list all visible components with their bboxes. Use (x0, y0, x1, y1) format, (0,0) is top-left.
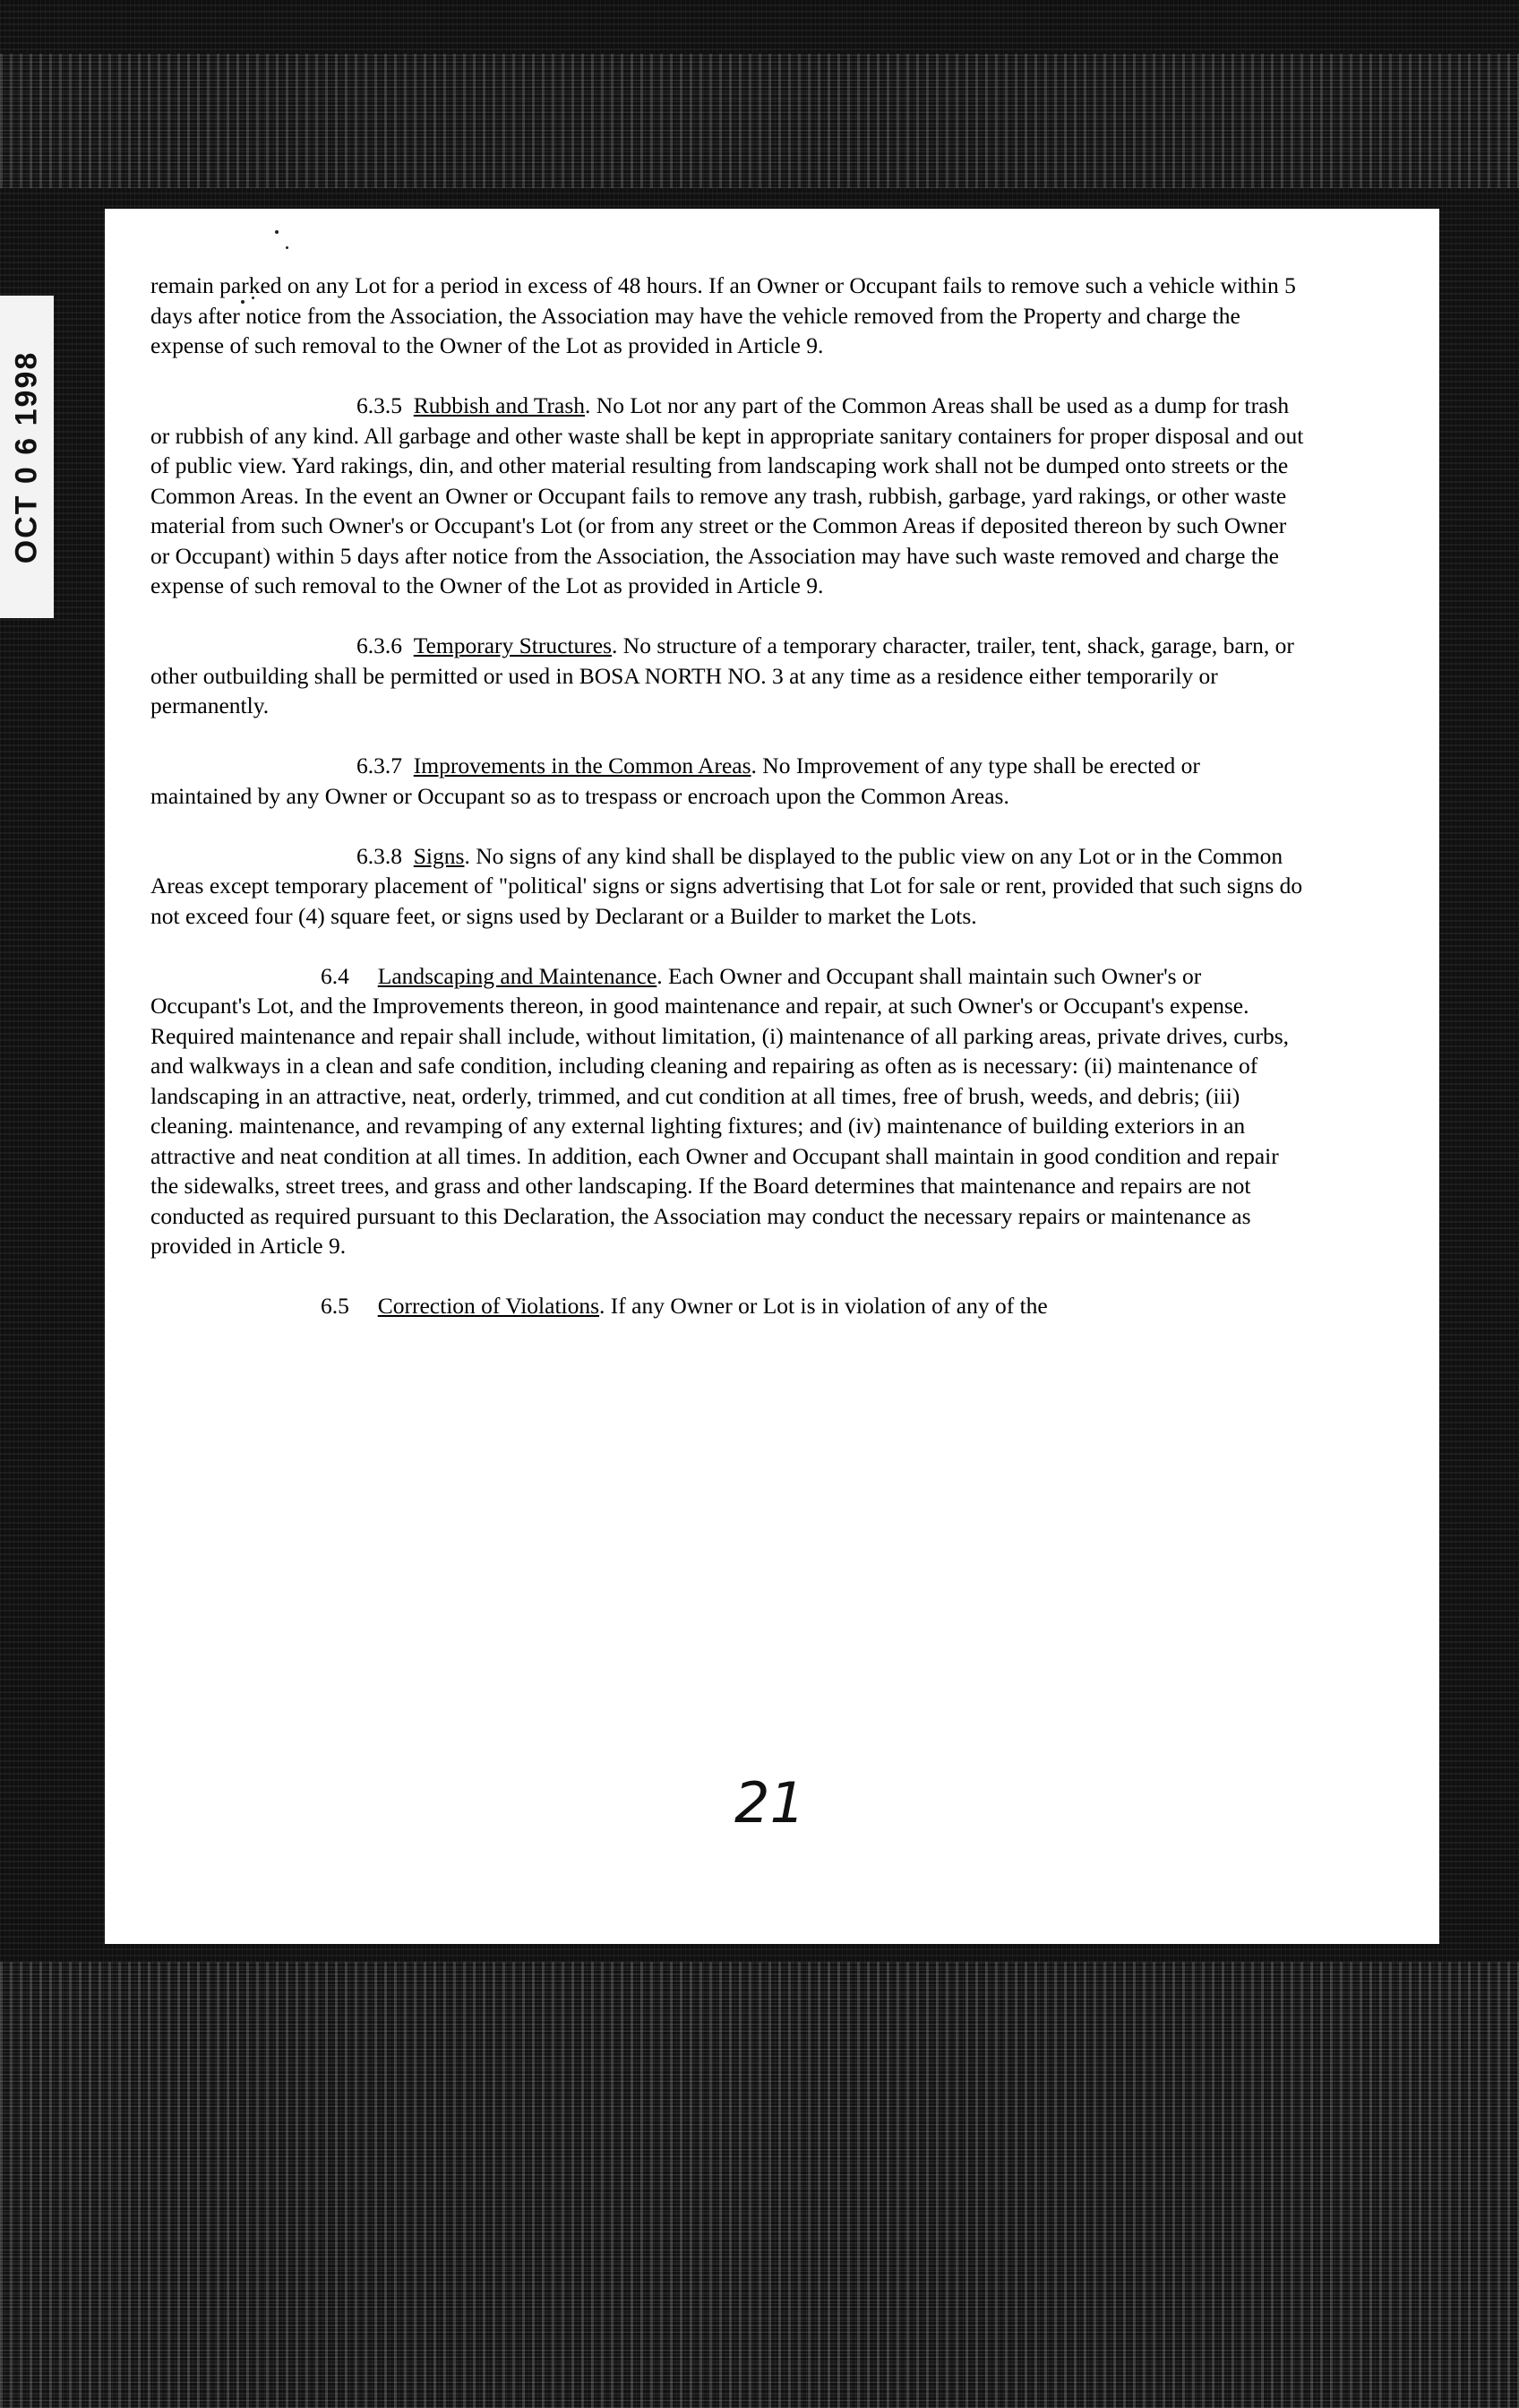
section-text: No signs of any kind shall be displayed to the public view on any Lot or in the Common Areas except temporary placement of "political' signs or signs advertising that Lot for sale or rent, provided that such signs do not exceed four (4) square feet, or signs used by Declarant or a Builder to market the Lots. (150, 842, 1303, 929)
section-number: 6.3.5 (356, 392, 402, 418)
section-heading: Rubbish and Trash (413, 392, 586, 418)
section-text: No structure of a temporary character, trailer, tent, shack, garage, barn, or other outbuilding shall be permitted or used in BOSA NORTH NO. 3 at any time as a residence either temporarily or permanently. (150, 632, 1294, 718)
section-number: 6.3.6 (356, 632, 402, 658)
section-6-3-5: 6.3.5 Rubbish and Trash. No Lot nor any part of the Common Areas shall be used as a dump for trash or rubbish of any kind. All garbage and other waste shall be kept in appropriate sanitary containers for proper disposal and out of public view. Yard rakings, din, and other material resulting from landscaping work shall not be dumped onto streets or the Common Areas. In the event an Owner or Occupant fails to remove any trash, rubbish, garbage, yard rakings, or other waste material from such Owner's or Occupant's Lot (or from any street or the Common Areas if deposited thereon by such Owner or Occupant) within 5 days after notice from the Association, the Association may have such waste removed and charge the expense of such removal to the Owner of the Lot as provided in Article 9. (150, 392, 1304, 598)
section-number: 6.4 (321, 962, 349, 989)
section-6-3-7: 6.3.7 Improvements in the Common Areas. No Improvement of any type shall be erected or maintained by any Owner or Occupant so as to trespass or encroach upon the Common Areas. (150, 752, 1200, 809)
section-number: 6.3.7 (356, 752, 402, 778)
section-number: 6.5 (321, 1293, 349, 1319)
section-heading: Signs (413, 842, 465, 869)
section-text: No Improvement of any type shall be erected or maintained by any Owner or Occupant so as to trespass or encroach upon the Common Areas. (150, 752, 1200, 809)
section-heading: Temporary Structures (413, 632, 613, 658)
paragraph-vehicle-removal (150, 271, 1306, 361)
section-heading: Landscaping and Maintenance (377, 962, 657, 989)
section-heading: Improvements in the Common Areas (413, 752, 751, 778)
page-number: 21 (734, 1770, 805, 1836)
stamp-date-text: OCT 0 6 1998 (9, 350, 44, 563)
scan-noise-top (0, 54, 1519, 188)
paragraph-text: remain parked on any Lot for a period in excess of 48 hours. If an Owner or Occupant fails to remove such a vehicle within 5 days after notice from the Association, the Association may have the vehicle removed from the Property and charge the expense of such removal to the Owner of the Lot as provided in Article 9. (150, 272, 1296, 358)
section-heading: Correction of Violations (377, 1293, 600, 1319)
scan-noise-bottom (0, 1962, 1519, 2408)
section-text: Each Owner and Occupant shall maintain such Owner's or Occupant's Lot, and the Improvements thereon, in good maintenance and repair, at such Owner's or Occupant's expense. Required maintenance and repair shall include, without limitation, (i) maintenance of all parking areas, private drives, curbs, and walkways in a clean and safe condition, including cleaning and repairing as often as is necessary: (ii) maintenance of landscaping in an attractive, neat, orderly, trimmed, and cut condition at all times, free of brush, weeds, and debris; (iii) cleaning. maintenance, and revamping of any external lighting fixtures; and (iv) maintenance of building exteriors in an attractive and neat condition at all times. In addition, each Owner and Occupant shall maintain in good condition and repair the sidewalks, street trees, and grass and other landscaping. If the Board determines that maintenance and repairs are not conducted as required pursuant to this Declaration, the Association may conduct the necessary repairs or maintenance as provided in Article 9. (150, 962, 1290, 1259)
scan-specks (239, 221, 293, 275)
section-6-5: 6.5 Correction of Violations. If any Owner or Lot is in violation of any of the (321, 1293, 1048, 1319)
section-6-3-6: 6.3.6 Temporary Structures. No structure of a temporary character, trailer, tent, shack, garage, barn, or other outbuilding shall be permitted or used in BOSA NORTH NO. 3 at any time as a residence either temporarily or permanently. (150, 632, 1294, 718)
section-text: No Lot nor any part of the Common Areas shall be used as a dump for trash or rubbish of any kind. All garbage and other waste shall be kept in appropriate sanitary containers for proper disposal and out of public view. Yard rakings, din, and other material resulting from landscaping work shall not be dumped onto streets or the Common Areas. In the event an Owner or Occupant fails to remove any trash, rubbish, garbage, yard rakings, or other waste material from such Owner's or Occupant's Lot (or from any street or the Common Areas if deposited thereon by such Owner or Occupant) within 5 days after notice from the Association, the Association may have such waste removed and charge the expense of such removal to the Owner of the Lot as provided in Article 9. (150, 392, 1304, 598)
section-6-3-8: 6.3.8 Signs. No signs of any kind shall be displayed to the public view on any Lot or in the Common Areas except temporary placement of "political' signs or signs advertising that Lot for sale or rent, provided that such signs do not exceed four (4) square feet, or signs used by Declarant or a Builder to market the Lots. (150, 842, 1303, 929)
section-6-4: 6.4 Landscaping and Maintenance. Each Owner and Occupant shall maintain such Owner's or Occupant's Lot, and the Improvements thereon, in good maintenance and repair, at such Owner's or Occupant's expense. Required maintenance and repair shall include, without limitation, (i) maintenance of all parking areas, private drives, curbs, and walkways in a clean and safe condition, including cleaning and repairing as often as is necessary: (ii) maintenance of landscaping in an attractive, neat, orderly, trimmed, and cut condition at all times, free of brush, weeds, and debris; (iii) cleaning. maintenance, and revamping of any external lighting fixtures; and (iv) maintenance of building exteriors in an attractive and neat condition at all times. In addition, each Owner and Occupant shall maintain in good condition and repair the sidewalks, street trees, and grass and other landscaping. If the Board determines that maintenance and repairs are not conducted as required pursuant to this Declaration, the Association may conduct the necessary repairs or maintenance as provided in Article 9. (150, 962, 1290, 1259)
section-text: If any Owner or Lot is in violation of any of the (610, 1293, 1048, 1319)
section-number: 6.3.8 (356, 842, 402, 869)
document-body (150, 271, 1306, 1351)
recording-date-stamp (5, 322, 48, 591)
